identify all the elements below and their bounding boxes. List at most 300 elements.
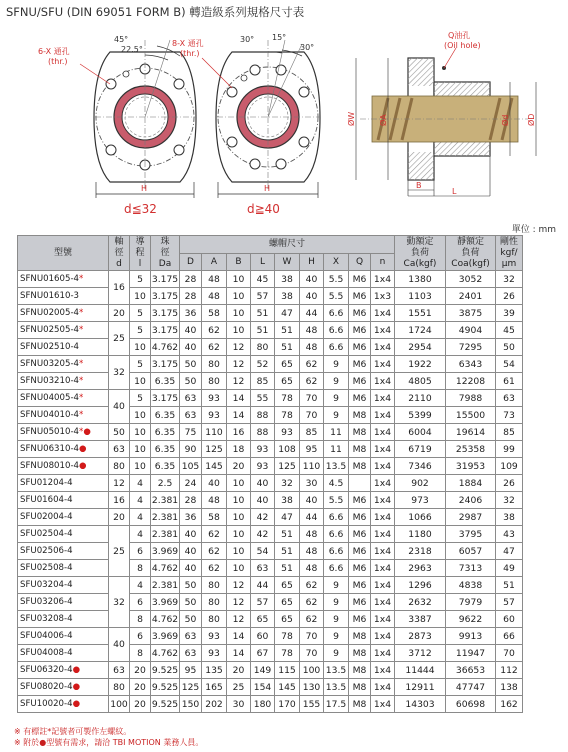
cell-q: M6: [349, 509, 371, 526]
model-name: SFU03208-4: [20, 613, 73, 624]
model-name: SFNU02510-4: [20, 341, 80, 352]
cell-k: 32: [496, 492, 523, 509]
cell-ca: 3387: [395, 611, 446, 628]
cell-l: 52: [251, 356, 275, 373]
cell-n: 1x4: [371, 441, 395, 458]
cell-ca: 2318: [395, 543, 446, 560]
model-name: SFU01204-4: [20, 477, 73, 488]
cell-ca: 1066: [395, 509, 446, 526]
cell-x: 6.6: [324, 560, 349, 577]
cell-l: 88: [251, 407, 275, 424]
cell-d: 36: [180, 305, 202, 322]
spec-table-header: [18, 236, 523, 271]
cell-b: 12: [227, 577, 251, 594]
cell-l: 80: [251, 339, 275, 356]
cell-w: 65: [275, 611, 300, 628]
cell-x: 17.5: [324, 696, 349, 713]
cell-coa: 47747: [446, 679, 496, 696]
model-cell: [18, 288, 109, 305]
cell-ca: 4805: [395, 373, 446, 390]
cell-ca: 1180: [395, 526, 446, 543]
cell-ca: 973: [395, 492, 446, 509]
cell-n: 1x4: [371, 339, 395, 356]
model-cell: [18, 373, 109, 390]
cell-a: 93: [202, 628, 227, 645]
cell-h: 110: [300, 458, 324, 475]
model-name: SFU02508-4: [20, 562, 73, 573]
cell-q: M6: [349, 356, 371, 373]
cell-da: 9.525: [151, 662, 180, 679]
cell-k: 57: [496, 594, 523, 611]
model-mark: *●: [79, 426, 91, 437]
cell-coa: 15500: [446, 407, 496, 424]
shaft-diameter-cell: 63: [109, 441, 130, 458]
model-name: SFU06320-4: [20, 664, 73, 675]
model-mark: ●: [72, 681, 81, 692]
cell-h: 95: [300, 441, 324, 458]
model-cell: [18, 628, 109, 645]
cell-a: 62: [202, 339, 227, 356]
cell-b: 12: [227, 339, 251, 356]
model-cell: [18, 696, 109, 713]
cell-d: 63: [180, 407, 202, 424]
table-row: [18, 662, 523, 679]
cell-d: 50: [180, 356, 202, 373]
cell-k: 70: [496, 645, 523, 662]
cell-q: M8: [349, 458, 371, 475]
cell-l: 10: [130, 288, 151, 305]
cell-w: 38: [275, 288, 300, 305]
cell-ca: 2632: [395, 594, 446, 611]
cell-coa: 3795: [446, 526, 496, 543]
cell-l: 93: [251, 458, 275, 475]
header-nut-col: D: [180, 254, 202, 271]
cell-n: 1x4: [371, 271, 395, 288]
cell-ca: 1551: [395, 305, 446, 322]
cell-h: 100: [300, 662, 324, 679]
cell-q: [349, 475, 371, 492]
cell-w: 51: [275, 526, 300, 543]
cell-da: 3.175: [151, 305, 180, 322]
model-name: SFU02506-4: [20, 545, 73, 556]
cell-x: 6.6: [324, 526, 349, 543]
dim-l: L: [452, 187, 457, 196]
cell-da: 3.175: [151, 271, 180, 288]
cell-q: M6: [349, 492, 371, 509]
cell-a: 58: [202, 305, 227, 322]
cell-b: 30: [227, 696, 251, 713]
cell-a: 135: [202, 662, 227, 679]
cell-n: 1x4: [371, 424, 395, 441]
cell-w: 51: [275, 543, 300, 560]
cell-a: 40: [202, 475, 227, 492]
cell-l: 65: [251, 611, 275, 628]
shaft-diameter-cell: 50: [109, 424, 130, 441]
angle-30-b: 30°: [300, 43, 315, 52]
model-name: SFU02004-4: [20, 511, 73, 522]
cell-h: 40: [300, 271, 324, 288]
cell-b: 25: [227, 679, 251, 696]
cell-l: 67: [251, 645, 275, 662]
cell-b: 12: [227, 373, 251, 390]
header-nut: 螺帽尺寸: [180, 236, 395, 254]
cell-a: 93: [202, 407, 227, 424]
cell-coa: 7988: [446, 390, 496, 407]
cell-x: 11: [324, 441, 349, 458]
cell-x: 5.5: [324, 492, 349, 509]
cell-da: 3.969: [151, 628, 180, 645]
model-cell: [18, 509, 109, 526]
cell-h: 62: [300, 594, 324, 611]
cell-l: 5: [130, 356, 151, 373]
angle-30-a: 30°: [240, 35, 255, 44]
model-name: SFU10020-4: [20, 698, 73, 709]
cell-w: 65: [275, 356, 300, 373]
cell-coa: 7295: [446, 339, 496, 356]
cell-da: 3.969: [151, 594, 180, 611]
model-cell: [18, 594, 109, 611]
cell-n: 1x4: [371, 475, 395, 492]
cell-h: 155: [300, 696, 324, 713]
cell-n: 1x4: [371, 322, 395, 339]
cell-h: 62: [300, 577, 324, 594]
cell-a: 93: [202, 645, 227, 662]
cell-d: 28: [180, 271, 202, 288]
model-mark: ●: [79, 460, 87, 471]
cell-a: 48: [202, 492, 227, 509]
cell-n: 1x3: [371, 288, 395, 305]
cell-d: 125: [180, 679, 202, 696]
cell-w: 32: [275, 475, 300, 492]
cell-q: M8: [349, 407, 371, 424]
cell-n: 1x4: [371, 356, 395, 373]
table-row: [18, 322, 523, 339]
cell-l: 8: [130, 560, 151, 577]
cell-w: 51: [275, 339, 300, 356]
cell-coa: 2406: [446, 492, 496, 509]
cell-ca: 11444: [395, 662, 446, 679]
cell-l: 93: [251, 441, 275, 458]
cell-d: 40: [180, 560, 202, 577]
model-cell: [18, 407, 109, 424]
cell-q: M8: [349, 662, 371, 679]
cell-n: 1x4: [371, 645, 395, 662]
cell-w: 78: [275, 645, 300, 662]
cell-l: 57: [251, 288, 275, 305]
cell-k: 47: [496, 543, 523, 560]
dim-d-big: ØD: [527, 113, 536, 126]
cell-da: 6.35: [151, 407, 180, 424]
cell-d: 40: [180, 322, 202, 339]
cell-b: 10: [227, 322, 251, 339]
cell-k: 38: [496, 509, 523, 526]
shaft-diameter-cell: 16: [109, 492, 130, 509]
cell-coa: 11947: [446, 645, 496, 662]
cell-h: 48: [300, 526, 324, 543]
cell-q: M8: [349, 645, 371, 662]
cell-x: 9: [324, 356, 349, 373]
cell-x: 9: [324, 594, 349, 611]
cell-ca: 2954: [395, 339, 446, 356]
cell-l: 6: [130, 543, 151, 560]
cell-b: 20: [227, 458, 251, 475]
dim-h-middle: H: [264, 184, 271, 193]
table-row: [18, 339, 523, 356]
cell-b: 12: [227, 594, 251, 611]
cell-n: 1x4: [371, 526, 395, 543]
cell-l: 40: [251, 475, 275, 492]
cell-q: M6: [349, 390, 371, 407]
cell-n: 1x4: [371, 611, 395, 628]
header-nut-col: B: [227, 254, 251, 271]
cell-n: 1x4: [371, 662, 395, 679]
model-name: SFU04008-4: [20, 647, 73, 658]
cell-x: 13.5: [324, 662, 349, 679]
dim-w: ØW: [347, 111, 356, 126]
cell-n: 1x4: [371, 577, 395, 594]
cell-q: M6: [349, 560, 371, 577]
model-mark: *: [79, 358, 84, 369]
dim-b: B: [416, 181, 422, 190]
cell-h: 62: [300, 611, 324, 628]
model-name: SFNU05010-4: [20, 426, 80, 437]
cell-w: 78: [275, 390, 300, 407]
cell-coa: 3052: [446, 271, 496, 288]
cell-ca: 12911: [395, 679, 446, 696]
cell-q: M6: [349, 577, 371, 594]
cell-q: M6: [349, 305, 371, 322]
cell-x: 6.6: [324, 339, 349, 356]
model-mark: *: [79, 409, 84, 420]
cell-l: 4: [130, 475, 151, 492]
cell-h: 40: [300, 288, 324, 305]
model-mark: *: [79, 375, 84, 386]
cell-coa: 31953: [446, 458, 496, 475]
table-row: [18, 390, 523, 407]
model-cell: [18, 679, 109, 696]
cell-k: 26: [496, 288, 523, 305]
cell-coa: 2401: [446, 288, 496, 305]
cell-b: 12: [227, 356, 251, 373]
cell-n: 1x4: [371, 458, 395, 475]
model-cell: [18, 526, 109, 543]
cell-l: 6: [130, 594, 151, 611]
cell-k: 60: [496, 611, 523, 628]
oil-hole-label: Q油孔: [448, 31, 471, 40]
cell-l: 51: [251, 322, 275, 339]
notes: [14, 726, 203, 748]
cell-a: 145: [202, 458, 227, 475]
table-row: [18, 305, 523, 322]
cell-q: M6: [349, 288, 371, 305]
cell-da: 2.381: [151, 492, 180, 509]
caption-large: d≧40: [247, 202, 280, 216]
cell-h: 48: [300, 543, 324, 560]
cell-ca: 3712: [395, 645, 446, 662]
cell-w: 65: [275, 373, 300, 390]
cell-l: 10: [130, 458, 151, 475]
header-nut-col: L: [251, 254, 275, 271]
cell-k: 54: [496, 356, 523, 373]
cell-n: 1x4: [371, 628, 395, 645]
cell-l: 5: [130, 271, 151, 288]
cell-n: 1x4: [371, 509, 395, 526]
cell-q: M8: [349, 441, 371, 458]
cell-b: 20: [227, 662, 251, 679]
cell-k: 66: [496, 628, 523, 645]
cell-h: 40: [300, 492, 324, 509]
cell-d: 63: [180, 390, 202, 407]
cell-l: 10: [130, 373, 151, 390]
table-row: [18, 611, 523, 628]
cell-h: 48: [300, 322, 324, 339]
model-cell: [18, 492, 109, 509]
cell-l: 45: [251, 271, 275, 288]
model-cell: [18, 305, 109, 322]
cell-n: 1x4: [371, 696, 395, 713]
cell-da: 3.175: [151, 322, 180, 339]
cell-a: 165: [202, 679, 227, 696]
cell-x: 11: [324, 424, 349, 441]
cell-da: 6.35: [151, 424, 180, 441]
model-cell: [18, 271, 109, 288]
model-cell: [18, 390, 109, 407]
cell-b: 18: [227, 441, 251, 458]
header-nut-col: W: [275, 254, 300, 271]
cell-coa: 6343: [446, 356, 496, 373]
cell-da: 2.381: [151, 509, 180, 526]
cell-x: 9: [324, 407, 349, 424]
angle-45: 45°: [114, 35, 129, 44]
cell-d: 75: [180, 424, 202, 441]
cell-da: 6.35: [151, 373, 180, 390]
dim-d-upper: Ød: [501, 114, 510, 126]
cell-ca: 1103: [395, 288, 446, 305]
header-ball: 珠 徑 Da: [151, 236, 180, 271]
nut-side-section-view: [346, 30, 536, 196]
cell-da: 4.762: [151, 339, 180, 356]
cell-k: 162: [496, 696, 523, 713]
cell-k: 49: [496, 560, 523, 577]
cell-a: 202: [202, 696, 227, 713]
cell-w: 170: [275, 696, 300, 713]
cell-l: 63: [251, 560, 275, 577]
header-nut-col: H: [300, 254, 324, 271]
model-cell: [18, 424, 109, 441]
cell-da: 2.5: [151, 475, 180, 492]
shaft-diameter-cell: 20: [109, 305, 130, 322]
cell-x: 13.5: [324, 458, 349, 475]
cell-n: 1x4: [371, 594, 395, 611]
shaft-diameter-cell: 40: [109, 390, 130, 424]
cell-w: 78: [275, 628, 300, 645]
cell-b: 10: [227, 543, 251, 560]
cell-q: M6: [349, 543, 371, 560]
model-cell: [18, 458, 109, 475]
shaft-diameter-cell: 20: [109, 509, 130, 526]
cell-k: 61: [496, 373, 523, 390]
cell-k: 73: [496, 407, 523, 424]
cell-w: 65: [275, 594, 300, 611]
table-row: [18, 509, 523, 526]
table-row: [18, 407, 523, 424]
cell-coa: 1884: [446, 475, 496, 492]
model-name: SFU01604-4: [20, 494, 73, 505]
model-cell: [18, 645, 109, 662]
model-name: SFNU03205-4: [20, 358, 80, 369]
model-mark: *: [79, 307, 84, 318]
cell-a: 80: [202, 373, 227, 390]
cell-w: 78: [275, 407, 300, 424]
cell-l: 10: [130, 441, 151, 458]
flange-drawings: [0, 18, 568, 218]
model-mark: ●: [72, 698, 81, 709]
cell-l: 51: [251, 305, 275, 322]
cell-a: 48: [202, 271, 227, 288]
cell-q: M6: [349, 611, 371, 628]
cell-d: 28: [180, 492, 202, 509]
cell-l: 20: [130, 696, 151, 713]
cell-a: 110: [202, 424, 227, 441]
cell-x: 9: [324, 577, 349, 594]
cell-ca: 2873: [395, 628, 446, 645]
cell-w: 125: [275, 458, 300, 475]
cell-coa: 6057: [446, 543, 496, 560]
cell-da: 9.525: [151, 696, 180, 713]
cell-l: 4: [130, 492, 151, 509]
model-cell: [18, 475, 109, 492]
cell-a: 80: [202, 577, 227, 594]
cell-h: 62: [300, 373, 324, 390]
cell-ca: 5399: [395, 407, 446, 424]
cell-d: 28: [180, 288, 202, 305]
cell-h: 130: [300, 679, 324, 696]
cell-k: 43: [496, 526, 523, 543]
cell-x: 4.5: [324, 475, 349, 492]
cell-k: 51: [496, 577, 523, 594]
cell-q: M6: [349, 339, 371, 356]
model-cell: [18, 322, 109, 339]
oil-hole-label-en: (Oil hole): [444, 41, 481, 50]
cell-x: 9: [324, 628, 349, 645]
cell-ca: 1296: [395, 577, 446, 594]
shaft-diameter-cell: 80: [109, 679, 130, 696]
cell-a: 125: [202, 441, 227, 458]
cell-q: M8: [349, 628, 371, 645]
cell-a: 58: [202, 509, 227, 526]
cell-d: 40: [180, 526, 202, 543]
shaft-diameter-cell: 25: [109, 526, 130, 577]
cell-w: 51: [275, 322, 300, 339]
shaft-diameter-cell: 80: [109, 458, 130, 475]
cell-h: 30: [300, 475, 324, 492]
cell-ca: 1724: [395, 322, 446, 339]
table-row: [18, 475, 523, 492]
cell-l: 8: [130, 645, 151, 662]
cell-x: 6.6: [324, 543, 349, 560]
cell-l: 55: [251, 390, 275, 407]
model-name: SFNU06310-4: [20, 443, 80, 454]
cell-a: 80: [202, 356, 227, 373]
table-row: [18, 594, 523, 611]
table-row: [18, 492, 523, 509]
cell-coa: 3875: [446, 305, 496, 322]
cell-a: 80: [202, 611, 227, 628]
cell-ca: 14303: [395, 696, 446, 713]
shaft-diameter-cell: 63: [109, 662, 130, 679]
cell-b: 10: [227, 526, 251, 543]
cell-d: 24: [180, 475, 202, 492]
